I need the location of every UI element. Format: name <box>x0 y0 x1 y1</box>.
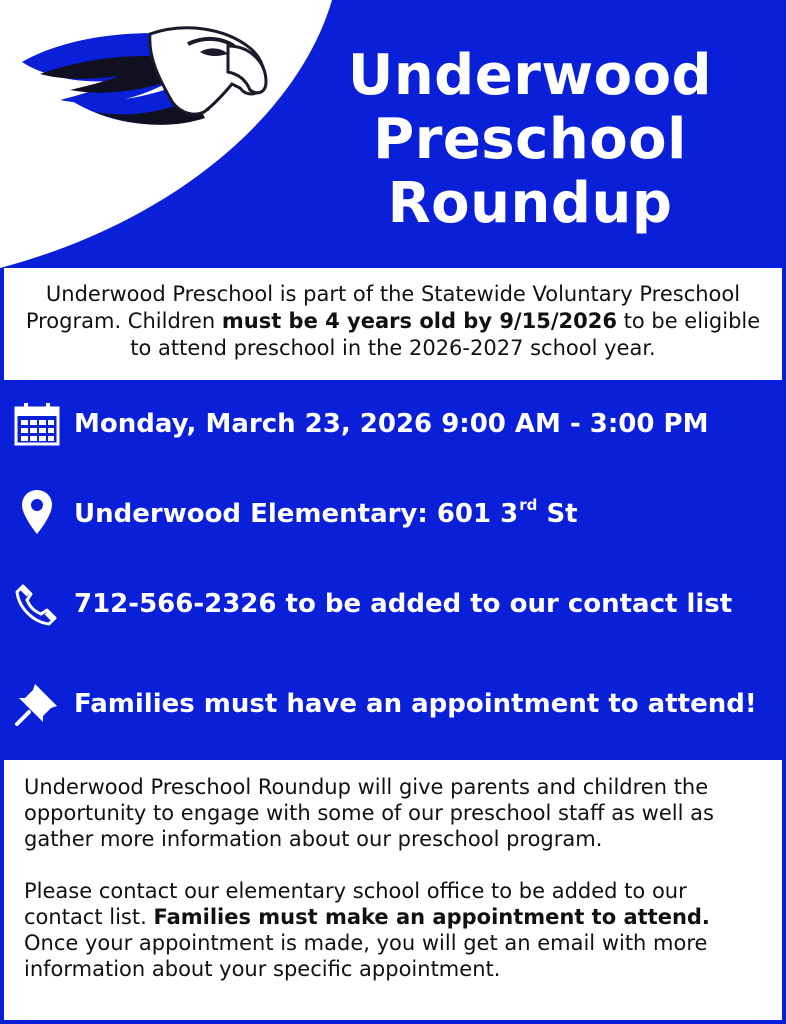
info-paragraph-2: Please contact our elementary school office to be added to our contact list. Families must make an appointment to attend. Once your appointment is made, you will get an email with more information about your specific appointment. <box>24 879 710 981</box>
page-title <box>330 44 730 236</box>
appointment-emphasis: Families must make an appointment to attend. <box>153 905 710 929</box>
event-date-text: Monday, March 23, 2026 9:00 AM - 3:00 PM <box>74 409 709 439</box>
intro-text-start: Underwood Preschool is part of the Statewide Voluntary Preschool Program. Children <box>25 282 741 333</box>
event-location-text: Underwood Elementary: 601 3rd St <box>74 495 578 529</box>
title-line-2: Preschool <box>373 107 687 172</box>
info-paragraph-1: Underwood Preschool Roundup will give parents and children the opportunity to engage with some of our preschool staff as well as gather more information about our preschool program. <box>24 775 714 851</box>
info-panel <box>4 760 782 1020</box>
calendar-icon <box>12 400 62 448</box>
event-location-row <box>12 488 578 536</box>
title-line-1: Underwood <box>347 43 713 108</box>
map-pin-icon <box>12 488 62 536</box>
contact-phone-row <box>12 580 732 628</box>
appointment-required-text: Families must have an appointment to attend! <box>74 689 757 719</box>
ordinal-suffix: rd <box>519 495 538 514</box>
event-date-row <box>12 400 708 448</box>
appointment-required-row <box>12 680 757 728</box>
pushpin-icon <box>12 680 62 728</box>
intro-age-requirement: must be 4 years old by 9/15/2026 <box>221 309 617 333</box>
title-line-3: Roundup <box>387 171 673 236</box>
logo-wedge <box>0 0 340 270</box>
intro-panel <box>4 268 782 380</box>
intro-text-end: to be eligible to attend preschool in the 2026-2027 school year. <box>130 309 761 360</box>
contact-phone-text: 712-566-2326 to be added to our contact list <box>74 589 733 619</box>
phone-icon <box>12 580 62 628</box>
